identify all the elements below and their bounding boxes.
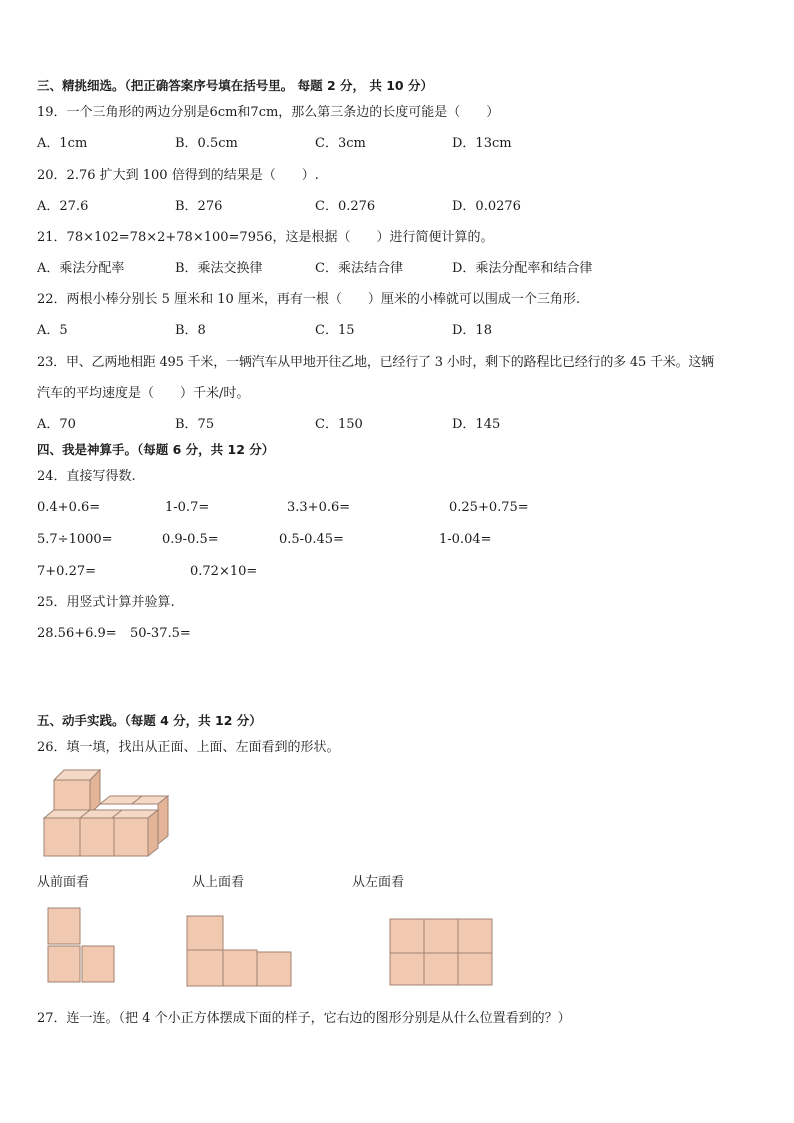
question-26: 26．填一填，找出从正面、上面、左面看到的形状。 (37, 740, 340, 755)
option-d: D．0.0276 (452, 199, 521, 214)
option-c: C．150 (315, 417, 363, 432)
option-a: A．27.6 (37, 199, 89, 214)
question-19: 19．一个三角形的两边分别是6cm和7cm，那么第三条边的长度可能是（ ） (37, 105, 500, 120)
question-25: 25．用竖式计算并验算. (37, 595, 175, 610)
section-3-title: 三、精挑细选。（把正确答案序号填在括号里。 每题 2 分， 共 10 分） (37, 78, 433, 93)
option-b: B．8 (175, 323, 206, 338)
option-c: C．乘法结合律 (315, 261, 403, 276)
calc-item: 5.7÷1000= (37, 532, 113, 547)
option-c: C．0.276 (315, 199, 376, 214)
option-a: A．乘法分配率 (37, 261, 125, 276)
option-b: B．276 (175, 199, 223, 214)
view-label-top: 从上面看 (192, 875, 245, 890)
question-21: 21．78×102=78×2+78×100=7956，这是根据（ ）进行简便计算的。 (37, 230, 494, 245)
section-4-title: 四、我是神算手。（每题 6 分，共 12 分） (37, 442, 275, 457)
left-view-figure (388, 917, 498, 989)
calc-item: 28.56+6.9= (37, 626, 117, 641)
option-a: A．1cm (37, 136, 88, 151)
calc-item: 1-0.7= (165, 500, 210, 515)
calc-item: 0.72×10= (190, 564, 258, 579)
option-c: C．15 (315, 323, 355, 338)
section-5-title: 五、动手实践。（每题 4 分，共 12 分） (37, 713, 262, 728)
question-27: 27．连一连。（把 4 个小正方体摆成下面的样子，它右边的图形分别是从什么位置看到的？） (37, 1011, 571, 1026)
question-22: 22．两根小棒分别长 5 厘米和 10 厘米，再有一根（ ）厘米的小棒就可以围成一个三角形. (37, 292, 581, 307)
option-b: B．0.5cm (175, 136, 238, 151)
view-label-left: 从左面看 (352, 875, 405, 890)
option-d: D．乘法分配率和结合律 (452, 261, 593, 276)
calc-item: 0.9-0.5= (162, 532, 219, 547)
option-b: B．乘法交换律 (175, 261, 263, 276)
calc-item: 0.25+0.75= (449, 500, 529, 515)
calc-item: 1-0.04= (439, 532, 492, 547)
top-view-figure (185, 914, 295, 990)
option-a: A．5 (37, 323, 68, 338)
question-23-cont: 汽车的平均速度是（ ）千米/时。 (37, 386, 250, 401)
calc-item: 7+0.27= (37, 564, 97, 579)
option-b: B．75 (175, 417, 215, 432)
calc-item: 3.3+0.6= (287, 500, 351, 515)
option-d: D．13cm (452, 136, 512, 151)
calc-item: 0.5-0.45= (279, 532, 344, 547)
view-label-front: 从前面看 (37, 875, 90, 890)
cube-stack-figure (40, 766, 175, 862)
option-d: D．145 (452, 417, 501, 432)
question-24: 24．直接写得数. (37, 469, 136, 484)
option-c: C．3cm (315, 136, 366, 151)
front-view-figure (46, 906, 118, 986)
calc-item: 50-37.5= (130, 626, 191, 641)
option-d: D．18 (452, 323, 492, 338)
question-20: 20．2.76 扩大到 100 倍得到的结果是（ ）. (37, 168, 319, 183)
question-23: 23．甲、乙两地相距 495 千米，一辆汽车从甲地开往乙地，已经行了 3 小时，剩下的路程比已经行的多 45 千米。这辆 (37, 355, 714, 370)
calc-item: 0.4+0.6= (37, 500, 101, 515)
option-a: A．70 (37, 417, 76, 432)
